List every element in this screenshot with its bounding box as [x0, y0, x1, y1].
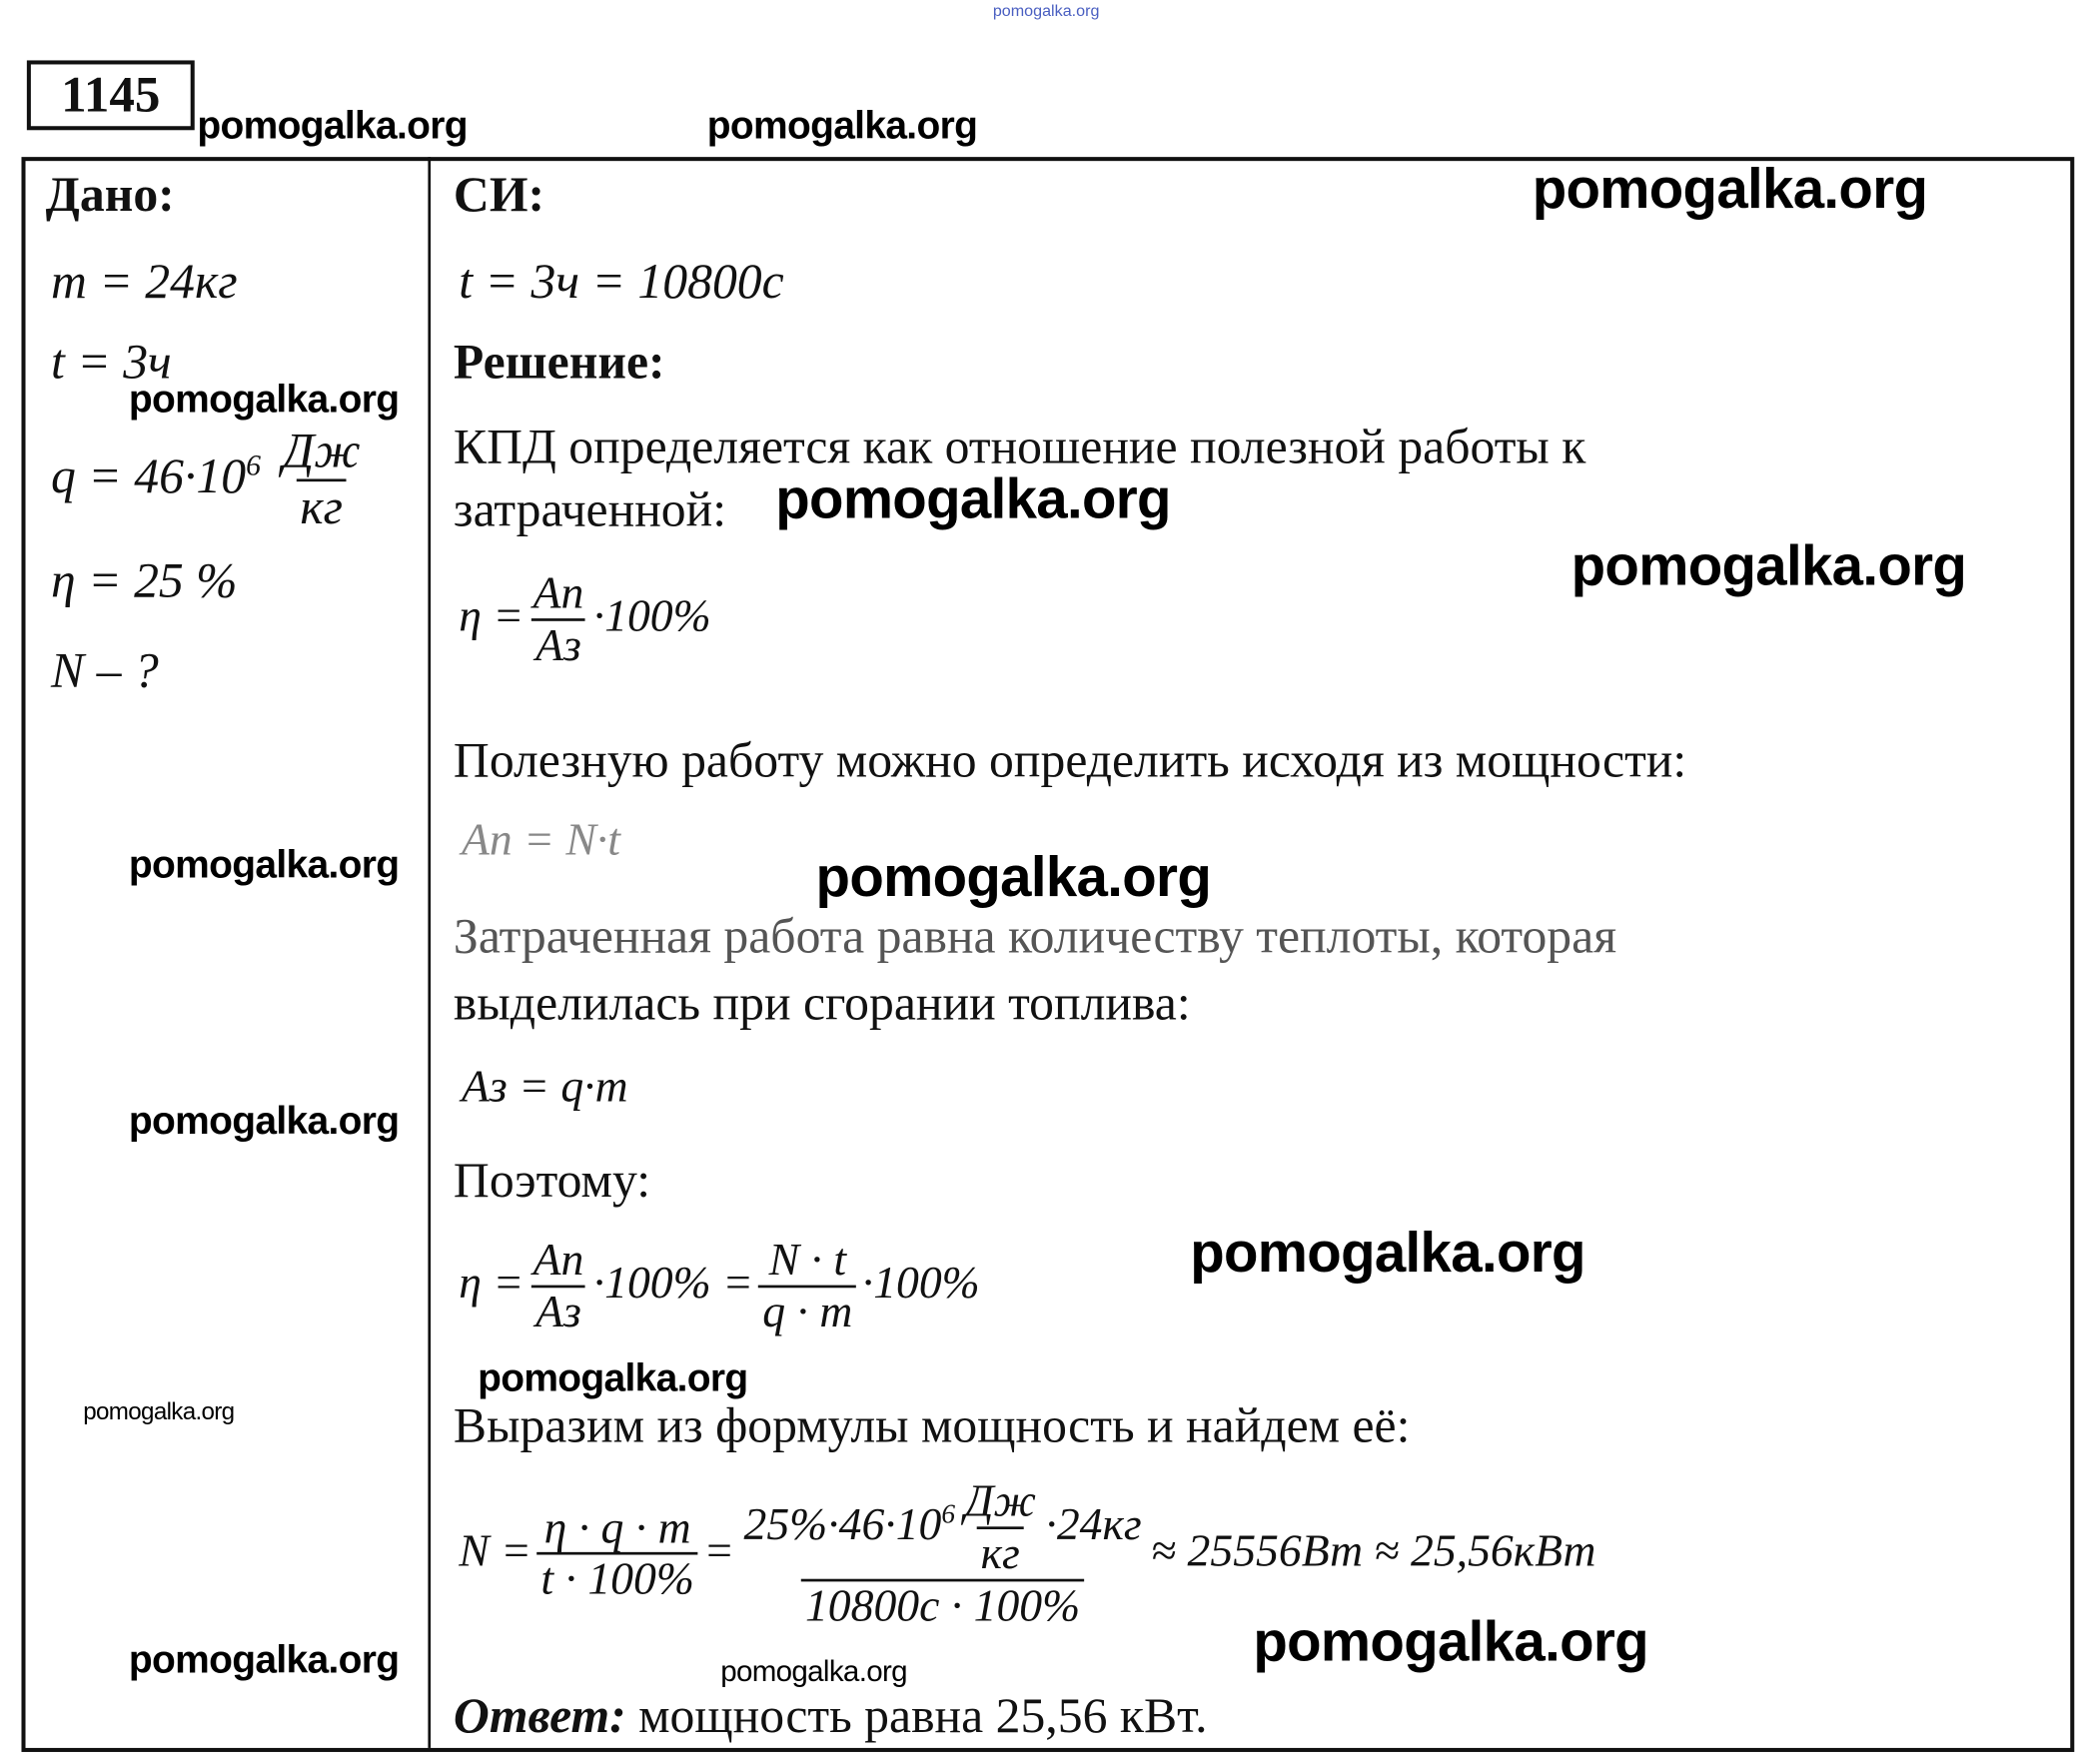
numerator: Aп [532, 568, 584, 619]
watermark: pomogalka.org [128, 1100, 400, 1144]
given-mass: m = 24кг [51, 255, 238, 311]
q-unit-num: Дж [282, 424, 361, 479]
equals: = [703, 1526, 735, 1577]
num-value: 25%·46·10 [743, 1499, 942, 1550]
denominator: 10800с · 100% [801, 1579, 1084, 1632]
formula-rhs: ·100% [592, 591, 711, 642]
watermark: pomogalka.org [128, 1639, 400, 1683]
paragraph: затраченной: [453, 482, 727, 538]
q-unit [279, 424, 365, 535]
problem-number: 1145 [27, 60, 195, 130]
watermark: pomogalka.org [83, 1397, 235, 1425]
watermark: pomogalka.org [1190, 1221, 1585, 1285]
watermark: pomogalka.org [775, 466, 1171, 530]
formula-rhs: ·100% [861, 1259, 980, 1309]
unit-den: кг [977, 1526, 1024, 1579]
paragraph: Выразим из формулы мощность и найдем её: [453, 1398, 1411, 1454]
formula-useful-work: Aп = N·t [461, 815, 620, 866]
num-mass: ·24кг [1045, 1499, 1142, 1550]
fraction [758, 1237, 856, 1337]
unit-num: Дж [964, 1476, 1037, 1527]
watermark: pomogalka.org [1570, 533, 1967, 597]
numerator: N · t [768, 1235, 847, 1286]
formula-efficiency-expanded [459, 1237, 979, 1337]
given-unknown: N – ? [51, 643, 159, 699]
watermark: pomogalka.org [1253, 1609, 1648, 1673]
denominator: Aз [531, 1285, 585, 1337]
formula-lhs: η = [459, 1259, 524, 1309]
given-title: Дано: [45, 167, 175, 223]
denominator: q · m [758, 1285, 856, 1337]
paragraph: выделилась при сгорании топлива: [453, 976, 1191, 1032]
solution-title: Решение: [453, 335, 665, 391]
watermark: pomogalka.org [197, 104, 468, 148]
answer-label: Ответ: [453, 1688, 626, 1744]
q-value: q = 46·10 [51, 449, 247, 505]
watermark: pomogalka.org [706, 104, 978, 148]
paragraph: Поэтому: [453, 1153, 651, 1210]
watermark: pomogalka.org [815, 845, 1212, 909]
numerator: Aп [532, 1235, 584, 1286]
top-watermark: pomogalka.org [992, 1, 1100, 21]
denominator: t · 100% [536, 1552, 698, 1605]
paragraph: Затраченная работа равна количеству теплоты, которая [453, 909, 1617, 965]
paragraph: Полезную работу можно определить исходя из мощности: [453, 733, 1687, 789]
numerator [739, 1478, 1145, 1579]
formula-lhs: η = [459, 591, 524, 642]
given-efficiency: η = 25 % [51, 553, 238, 609]
q-exponent: 6 [246, 447, 261, 482]
watermark: pomogalka.org [1532, 157, 1928, 221]
formula-lhs: N = [459, 1526, 531, 1577]
watermark: pomogalka.org [128, 843, 400, 887]
watermark: pomogalka.org [128, 378, 400, 422]
fraction [536, 1504, 698, 1605]
numerator: η · q · m [543, 1503, 691, 1553]
given-time: t = 3ч [51, 335, 172, 391]
si-title: СИ: [453, 167, 545, 223]
denominator: Aз [531, 618, 585, 671]
fraction [529, 570, 588, 671]
answer [454, 1687, 1208, 1745]
formula-spent-work: Aз = q·m [461, 1062, 628, 1113]
answer-text: мощность равна 25,56 кВт. [625, 1688, 1208, 1744]
fraction [529, 1237, 588, 1337]
column-divider [428, 157, 431, 1748]
si-time: t = 3ч = 10800с [459, 255, 784, 311]
watermark: pomogalka.org [478, 1357, 748, 1401]
paragraph: КПД определяется как отношение полезной работы к [453, 420, 1586, 475]
watermark: pomogalka.org [720, 1653, 907, 1688]
given-heat-value [51, 424, 370, 535]
formula-efficiency [459, 570, 710, 671]
q-unit-den: кг [296, 478, 347, 535]
fraction [739, 1478, 1145, 1632]
formula-result: ≈ 25556Вт ≈ 25,56кВт [1151, 1526, 1596, 1577]
exponent: 6 [941, 1499, 956, 1530]
formula-mid: ·100% = [592, 1259, 753, 1309]
unit-fraction [960, 1478, 1040, 1579]
